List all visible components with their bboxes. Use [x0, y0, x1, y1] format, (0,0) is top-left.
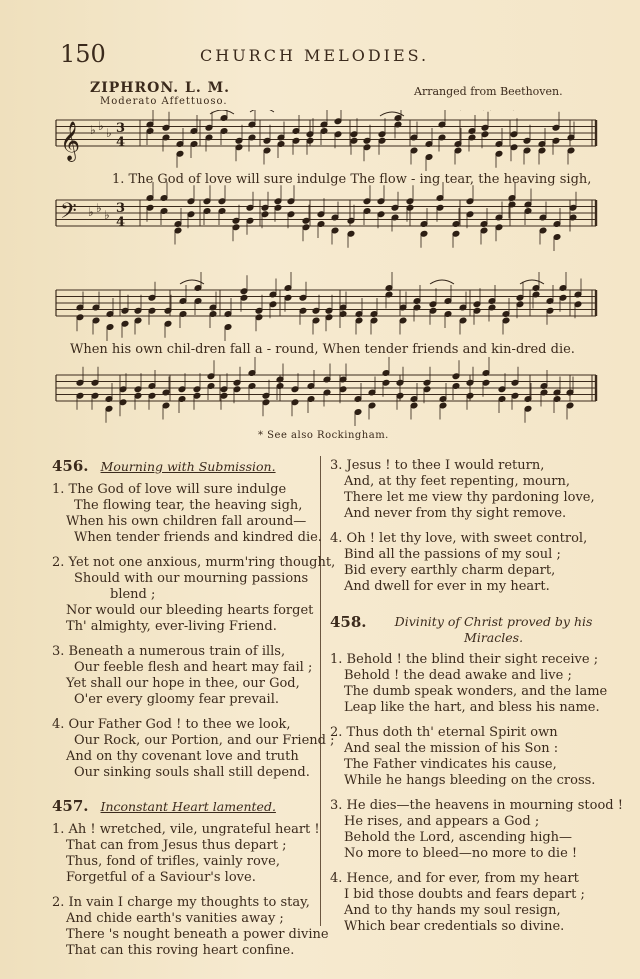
music-score [50, 110, 610, 430]
slur [180, 280, 204, 284]
footnote: * See also Rockingham. [258, 430, 389, 441]
stanza: 4. Oh ! let thy love, with sweet control, Bind all the passions of my soul ; Bid every earthly charm depart, And dwell for ever in my heart. [330, 531, 588, 594]
lyrics-line-2: When his own chil-dren fall a - round, When tender friends and kin-dred die. [70, 342, 575, 357]
bass-clef-icon: 𝄢 [60, 199, 77, 229]
stanza: 3. Jesus ! to thee I would return, And, at thy feet repenting, mourn, There let me view thy pardoning love, And never from thy sight remove. [330, 458, 595, 521]
flat-icon: ♭ [98, 119, 104, 133]
slur [430, 280, 454, 284]
flat-icon: ♭ [106, 126, 112, 140]
stanza: 3. Beneath a numerous train of ills, Our feeble flesh and heart may fail ; Yet shall our hope in thee, our God, O'er every gloomy fear prevail. [52, 644, 313, 707]
tune-name: ZIPHRON. L. M. [90, 80, 230, 96]
hymn-heading: 456. Mourning with Submission. [52, 457, 276, 475]
hymn-456 [52, 458, 335, 968]
hymn-heading: 457. Inconstant Heart lamented. [52, 797, 276, 815]
stanza: 4. Hence, and for ever, from my heart I bid those doubts and fears depart ; And to thy hands my soul resign, Which bear credentials so divine. [330, 871, 585, 934]
slur [210, 110, 234, 114]
time-signature-digit: 3 [116, 201, 126, 216]
stanza: 3. He dies—the heavens in mourning stood ! He rises, and appears a God ; Behold the Lord, ascending high— No more to bleed—no more to die ! [330, 798, 623, 861]
time-signature-digit: 4 [116, 215, 126, 230]
running-title: CHURCH MELODIES. [200, 46, 430, 65]
slur [250, 110, 274, 112]
hymn-457-continued [330, 458, 623, 944]
flat-icon: ♭ [88, 205, 94, 219]
arranger-credit: Arranged from Beethoven. [414, 85, 563, 98]
flat-icon: ♭ [96, 201, 102, 215]
stanza: 2. Thus doth th' eternal Spirit own And seal the mission of his Son : The Father vindicates his cause, While he hangs bleeding on the cross. [330, 725, 596, 788]
time-signature-digit: 3 [116, 121, 126, 136]
stanza: 2. In vain I charge my thoughts to stay, And chide earth's vanities away ; There 's nought beneath a power divine That can this roving heart confine. [52, 895, 329, 958]
lyrics-line-1: 1. The God of love will sure indulge The flow - ing tear, the heaving sigh, [112, 172, 592, 187]
treble-clef-icon: 𝄞 [60, 121, 81, 161]
hymn-heading: 458. Divinity of Christ proved by his Miracles. [330, 613, 593, 645]
stanza: 1. The God of love will sure indulge The flowing tear, the heaving sigh, When his own children fall around— When tender friends and kindred die. [52, 482, 322, 545]
stanza: 1. Behold ! the blind their sight receive ; Behold ! the dead awake and live ; The dumb speak wonders, and the lame Leap like the hart, and bless his name. [330, 652, 608, 715]
stanza: 2. Yet not one anxious, murm'ring thought, Should with our mourning passions blend ; Nor would our bleeding hearts forget Th' almighty, ever-living Friend. [52, 555, 336, 634]
tempo-marking: Moderato Affettuoso. [100, 96, 228, 107]
flat-icon: ♭ [104, 208, 110, 222]
stanza: 4. Our Father God ! to thee we look, Our Rock, our Portion, and our Friend ; And on thy covenant love and truth Our sinking souls shall still depend. [52, 717, 335, 780]
slur [520, 280, 544, 284]
time-signature-digit: 4 [116, 135, 126, 150]
stanza: 1. Ah ! wretched, vile, ungrateful heart ! That can from Jesus thus depart ; Thus, fond of trifles, vainly rove, Forgetful of a Saviour's love. [52, 822, 320, 885]
page-number: 150 [60, 40, 106, 68]
flat-icon: ♭ [90, 123, 96, 137]
